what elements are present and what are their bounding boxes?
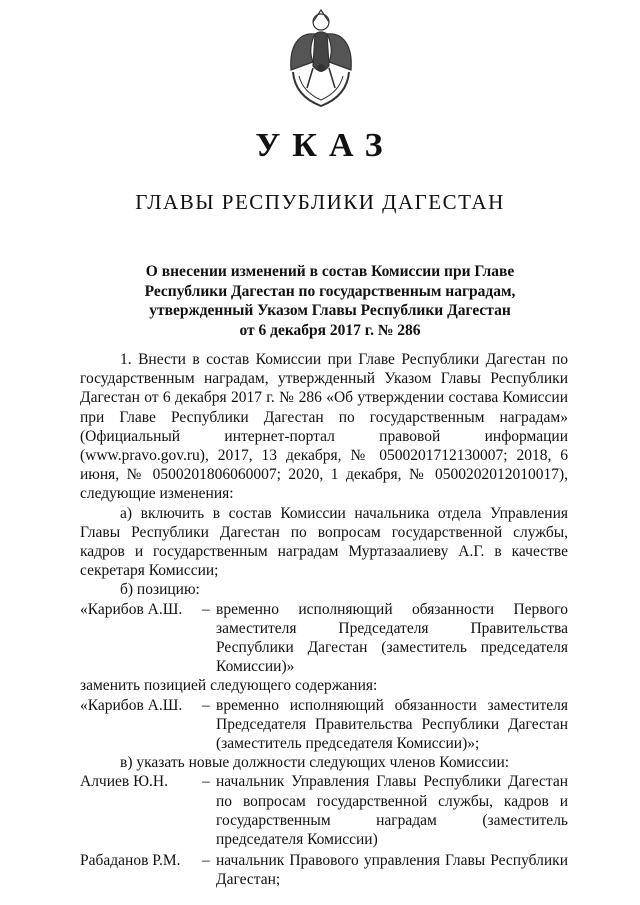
document-heading [120,262,540,340]
position-entry [80,696,568,754]
position-dash: – [202,773,210,791]
position-name: Алчиев Ю.Н. [80,773,168,791]
heading-line: Республики Дагестан по государственным наградам, [144,282,516,300]
position-name: «Карибов А.Ш. [80,696,183,714]
item-a: а) включить в состав Комиссии начальника отдела Управления Главы Республики Дагестан по вопросам государственной службы, кадров и государственным наградам Муртазаалиеву А.Г. в качестве секретаря Комиссии; [80,504,568,580]
position-description: начальник Управления Главы Республики Дагестан по вопросам государственной службы, кадров и государственным наградам (заместитель председателя Комиссии) [216,773,568,849]
heading-line: от 6 декабря 2017 г. № 286 [239,321,421,339]
heading-line: утвержденный Указом Главы Республики Дагестан [149,302,511,319]
position-description: начальник Правового управления Главы Республики Дагестан; [216,852,568,889]
replace-text: заменить позицией следующего содержания: [80,677,378,695]
position-dash: – [202,696,210,714]
item-b: б) позицию: [120,581,200,599]
position-description: временно исполняющий обязанности заместителя Председателя Правительства Республики Дагестан (заместитель председателя Комиссии)»; [216,696,568,753]
dagestan-coat-of-arms-icon [285,6,357,110]
document-title: УКАЗ [255,127,395,164]
document-body [80,350,568,890]
position-entry [80,851,568,889]
position-name: «Карибов А.Ш. [80,600,183,618]
position-entry [80,772,568,849]
document-subtitle: ГЛАВЫ РЕСПУБЛИКИ ДАГЕСТАН [135,190,505,214]
position-entry [80,600,568,677]
paragraph-1: 1. Внести в состав Комиссии при Главе Республики Дагестан по государственным наградам, утвержденный Указом Главы Республики Дагестан от 6 декабря 2017 г. № 286 «Об утверждении состава Комиссии при Главе Республики Дагестан по государственным наградам» (Официальный интернет-портал правовой информации (www.pravo.gov.ru), 2017, 13 декабря, № 0500201712130007; 2018, 6 июня, № 0500201806060007; 2020, 1 декабря, № 0500202012010017), следующие изменения: [80,351,568,503]
heading-line: О внесении изменений в состав Комиссии при Главе [145,263,515,280]
item-c: в) указать новые должности следующих членов Комиссии: [120,754,510,772]
position-dash: – [202,852,210,870]
position-description: временно исполняющий обязанности Первого заместителя Председателя Правительства Республики Дагестан (заместитель председателя Комиссии)» [216,600,568,676]
position-dash: – [202,600,210,618]
position-name: Рабаданов Р.М. [80,852,181,870]
